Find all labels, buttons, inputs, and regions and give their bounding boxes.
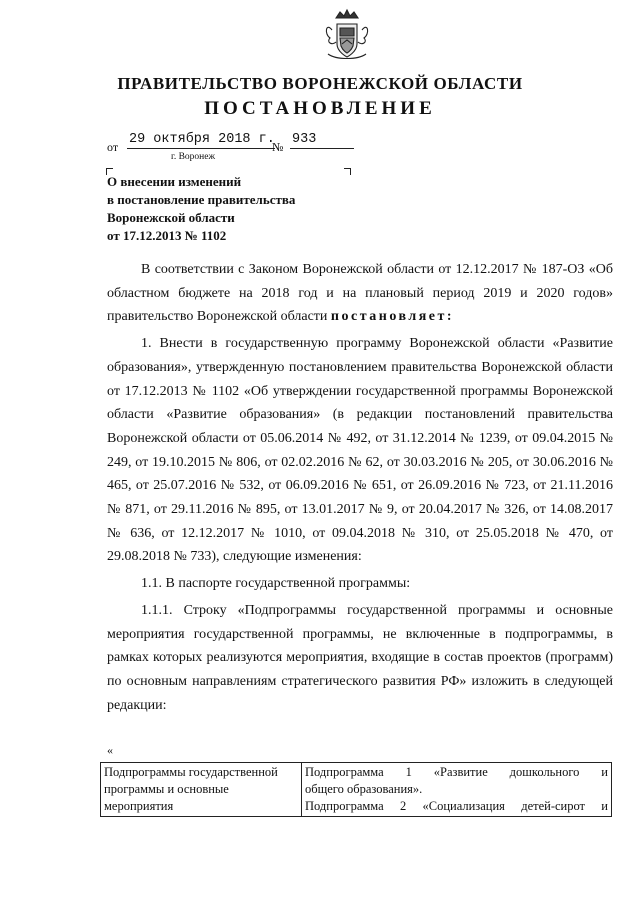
dateline [107, 130, 367, 170]
document-number: 933 [292, 132, 317, 147]
document-type-title: ПОСТАНОВЛЕНИЕ [204, 98, 436, 119]
table-cell-right [302, 763, 612, 817]
subject-line: Воронежской области [107, 210, 235, 225]
table-row [101, 763, 612, 817]
subject-line: от 17.12.2013 № 1102 [107, 228, 227, 243]
date-underline [127, 148, 275, 149]
intro-text: В соответствии с Законом Воронежской области от 12.12.2017 № 187-ОЗ «Об областном бюджете на 2018 год и на плановый период 2019 и 2020 годов» правительство Воронежской области [107, 262, 613, 325]
table-cell-line: общего образования». [305, 782, 423, 796]
table-cell-line: Подпрограмма 1 «Развитие дошкольного и [305, 765, 608, 779]
date-from-label: от [107, 140, 119, 154]
number-underline [290, 148, 354, 149]
table-cell-line: Подпрограмма 2 «Социализация детей-сирот и [305, 799, 608, 813]
document-subject [107, 173, 367, 245]
intro-paragraph [107, 258, 613, 329]
document-city: г. Воронеж [171, 152, 216, 162]
resolves-word: постановляет: [330, 309, 455, 325]
program-table [100, 762, 612, 817]
coat-of-arms-emblem [322, 8, 372, 64]
table-cell-left: Подпрограммы государственной программы и основные мероприятия [101, 763, 302, 817]
item-1-1-1-paragraph: 1.1.1. Строку «Подпрограммы государственной программы и основные мероприятия государственной программы, не включенные в подпрограммы, в рамках которых реализуются мероприятия, входящие в состав проектов (программ) по основным направлениям стратегического развития РФ» изложить в следующей редакции: [107, 602, 613, 713]
government-title: ПРАВИТЕЛЬСТВО ВОРОНЕЖСКОЙ ОБЛАСТИ [117, 74, 523, 93]
number-label: № [272, 140, 284, 154]
item-1-1-paragraph: 1.1. В паспорте государственной программы: [141, 576, 411, 592]
opening-quote-mark: « [107, 743, 113, 757]
subject-line: О внесении изменений [107, 174, 242, 189]
document-date: 29 октября 2018 г. [129, 132, 275, 147]
document-body [107, 258, 613, 717]
item-1-paragraph: 1. Внести в государственную программу Воронежской области «Развитие образования», утвержденную постановлением правительства Воронежской области от 17.12.2013 № 1102 «Об утверждении государственной программы Воронежской области «Развитие образования» (в редакции постановлений правительства Воронежской области от 05.06.2014 № 492, от 31.12.2014 № 1239, от 09.04.2015 № 249, от 19.10.2015 № 806, от 02.02.2016 № 62, от 30.03.2016 № 205, от 30.06.2016 № 465, от 25.07.2016 № 532, от 06.09.2016 № 651, от 26.09.2016 № 723, от 21.11.2016 № 871, от 29.11.2016 № 895, от 13.01.2017 № 9, от 20.04.2017 № 326, от 14.08.2017 № 636, от 12.12.2017 № 1010, от 09.04.2018 № 310, от 25.05.2018 № 470, от 29.08.2018 № 733), следующие изменения: [107, 336, 613, 565]
subject-line: в постановление правительства [107, 192, 296, 207]
